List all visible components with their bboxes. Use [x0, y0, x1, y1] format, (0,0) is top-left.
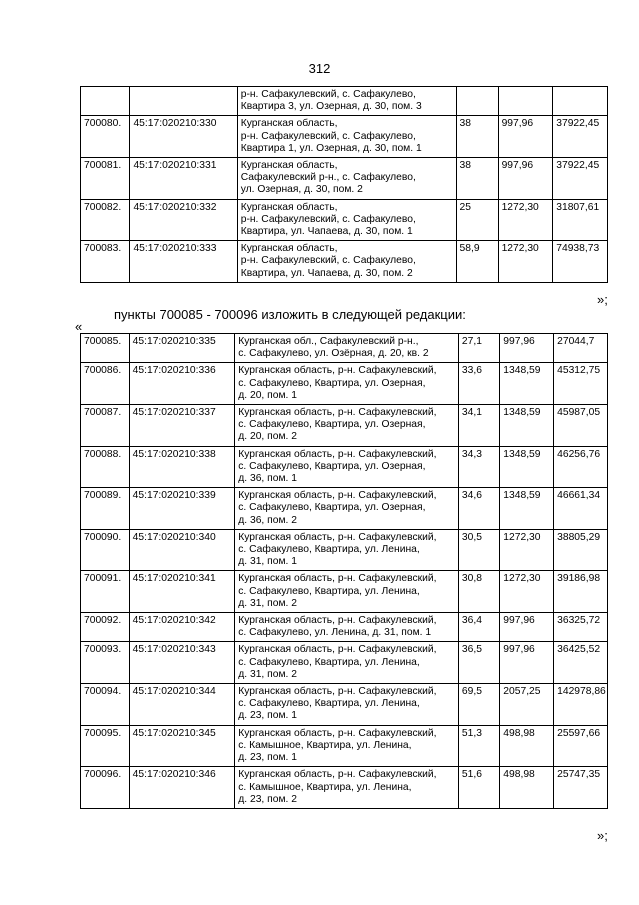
table-row: [81, 642, 608, 684]
rate-cell: 997,96: [498, 158, 553, 200]
address-cell: [235, 725, 459, 767]
area-cell: 51,6: [458, 767, 499, 809]
address-line: р-н. Сафакулевский, с. Сафакулево,: [240, 130, 416, 142]
address-line: с. Камышное, Квартира, ул. Ленина,: [238, 781, 412, 793]
closing-quote: »;: [597, 292, 608, 307]
area-cell: 51,3: [458, 725, 499, 767]
cadastral-value-cell: 31807,61: [553, 199, 608, 241]
row-number-cell: 700090.: [81, 529, 130, 571]
address-line: д. 20, пом. 1: [238, 389, 297, 401]
cadastral-value-cell: [553, 87, 608, 116]
cadastral-value-cell: 37922,45: [553, 158, 608, 200]
address-line: Курганская область,: [240, 243, 338, 255]
address-cell: [235, 571, 459, 613]
amendment-text: пункты 700085 - 700096 изложить в следующей редакции:: [114, 307, 466, 322]
row-number-cell: 700089.: [81, 488, 130, 530]
rate-cell: 1272,30: [500, 571, 554, 613]
cadastral-number-cell: 45:17:020210:343: [129, 642, 235, 684]
address-line: ул. Озерная, д. 30, пом. 2: [240, 184, 363, 196]
table-row: [81, 571, 608, 613]
address-line: Сафакулевский р-н., с. Сафакулево,: [240, 172, 416, 184]
row-number-cell: 700091.: [81, 571, 130, 613]
address-line: Курганская область, р-н. Сафакулевский,: [238, 448, 437, 460]
cadastral-value-cell: 36325,72: [554, 613, 608, 642]
row-number-cell: 700093.: [81, 642, 130, 684]
row-number-cell: 700094.: [81, 684, 130, 726]
rate-cell: [498, 87, 553, 116]
address-cell: [235, 334, 459, 363]
cadastral-number-cell: 45:17:020210:339: [129, 488, 235, 530]
address-cell: [235, 405, 459, 447]
address-line: Курганская область, р-н. Сафакулевский,: [238, 365, 437, 377]
address-line: д. 23, пом. 1: [238, 710, 297, 722]
address-line: Квартира, ул. Чапаева, д. 30, пом. 1: [240, 226, 413, 238]
cadastral-value-cell: 27044,7: [554, 334, 608, 363]
rate-cell: 997,96: [500, 613, 554, 642]
address-cell: [237, 87, 456, 116]
address-line: д. 36, пом. 2: [238, 514, 297, 526]
rate-cell: 498,98: [500, 725, 554, 767]
cadastral-value-cell: 46661,34: [554, 488, 608, 530]
table-row: [81, 725, 608, 767]
address-line: с. Камышное, Квартира, ул. Ленина,: [238, 739, 412, 751]
cadastral-number-cell: 45:17:020210:330: [130, 116, 237, 158]
address-line: Курганская область,: [240, 160, 338, 172]
address-line: Курганская область,: [240, 118, 338, 130]
rate-cell: 1348,59: [500, 405, 554, 447]
area-cell: 33,6: [458, 363, 499, 405]
cadastral-number-cell: 45:17:020210:346: [129, 767, 235, 809]
address-cell: [235, 613, 459, 642]
cadastral-table-continued: [80, 86, 608, 283]
address-line: Курганская область, р-н. Сафакулевский,: [238, 407, 437, 419]
cadastral-value-cell: 142978,86: [554, 684, 608, 726]
row-number-cell: 700092.: [81, 613, 130, 642]
cadastral-value-cell: 46256,76: [554, 446, 608, 488]
address-line: р-н. Сафакулевский, с. Сафакулево,: [240, 213, 416, 225]
address-cell: [235, 767, 459, 809]
area-cell: 34,6: [458, 488, 499, 530]
rate-cell: 2057,25: [500, 684, 554, 726]
rate-cell: 997,96: [498, 116, 553, 158]
area-cell: 38: [456, 158, 498, 200]
row-number-cell: 700080.: [81, 116, 130, 158]
address-cell: [235, 446, 459, 488]
cadastral-table-amended: [80, 333, 608, 809]
table-row: [81, 87, 608, 116]
address-line: д. 31, пом. 1: [238, 556, 297, 568]
area-cell: 34,3: [458, 446, 499, 488]
cadastral-number-cell: 45:17:020210:345: [129, 725, 235, 767]
cadastral-number-cell: 45:17:020210:344: [129, 684, 235, 726]
rate-cell: 997,96: [500, 334, 554, 363]
address-line: Курганская область, р-н. Сафакулевский,: [238, 644, 437, 656]
area-cell: 27,1: [458, 334, 499, 363]
address-cell: [237, 199, 456, 241]
area-cell: 58,9: [456, 241, 498, 283]
cadastral-number-cell: 45:17:020210:332: [130, 199, 237, 241]
address-line: с. Сафакулево, Квартира, ул. Ленина,: [238, 585, 420, 597]
address-line: Курганская область,: [240, 201, 338, 213]
address-line: Курганская область, р-н. Сафакулевский,: [238, 686, 437, 698]
address-cell: [237, 158, 456, 200]
address-cell: [235, 529, 459, 571]
cadastral-table-amended-body: [81, 334, 608, 809]
table-row: [81, 116, 608, 158]
row-number-cell: 700096.: [81, 767, 130, 809]
address-line: Курганская обл., Сафакулевский р-н.,: [238, 336, 419, 347]
cadastral-number-cell: 45:17:020210:342: [129, 613, 235, 642]
rate-cell: 1348,59: [500, 488, 554, 530]
row-number-cell: 700083.: [81, 241, 130, 283]
rate-cell: 1272,30: [498, 199, 553, 241]
table-row: [81, 241, 608, 283]
table-row: [81, 334, 608, 363]
cadastral-number-cell: 45:17:020210:331: [130, 158, 237, 200]
cadastral-number-cell: 45:17:020210:338: [129, 446, 235, 488]
address-line: с. Сафакулево, Квартира, ул. Ленина,: [238, 544, 420, 556]
row-number-cell: 700095.: [81, 725, 130, 767]
closing-quote: »;: [597, 828, 608, 843]
cadastral-value-cell: 36425,52: [554, 642, 608, 684]
address-line: Курганская область, р-н. Сафакулевский,: [238, 531, 437, 543]
address-line: с. Сафакулево, Квартира, ул. Озерная,: [238, 502, 426, 514]
area-cell: 25: [456, 199, 498, 241]
cadastral-number-cell: 45:17:020210:341: [129, 571, 235, 613]
cadastral-value-cell: 38805,29: [554, 529, 608, 571]
area-cell: 69,5: [458, 684, 499, 726]
cadastral-value-cell: 45987,05: [554, 405, 608, 447]
address-cell: [237, 116, 456, 158]
address-line: Курганская область, р-н. Сафакулевский,: [238, 727, 437, 739]
cadastral-value-cell: 39186,98: [554, 571, 608, 613]
cadastral-value-cell: 74938,73: [553, 241, 608, 283]
address-line: Квартира 1, ул. Озерная, д. 30, пом. 1: [240, 142, 422, 154]
address-line: Курганская область, р-н. Сафакулевский,: [238, 573, 437, 585]
address-line: д. 31, пом. 2: [238, 597, 297, 609]
table-row: [81, 684, 608, 726]
rate-cell: 1348,59: [500, 363, 554, 405]
row-number-cell: 700081.: [81, 158, 130, 200]
address-line: д. 23, пом. 2: [238, 793, 297, 805]
rate-cell: 1272,30: [498, 241, 553, 283]
address-line: Курганская область, р-н. Сафакулевский,: [238, 490, 437, 502]
cadastral-value-cell: 25597,66: [554, 725, 608, 767]
cadastral-number-cell: 45:17:020210:335: [129, 334, 235, 363]
cadastral-number-cell: 45:17:020210:340: [129, 529, 235, 571]
address-line: д. 23, пом. 1: [238, 752, 297, 764]
rate-cell: 498,98: [500, 767, 554, 809]
area-cell: 38: [456, 116, 498, 158]
address-cell: [235, 488, 459, 530]
table-row: [81, 158, 608, 200]
table-row: [81, 446, 608, 488]
rate-cell: 1348,59: [500, 446, 554, 488]
cadastral-number-cell: 45:17:020210:337: [129, 405, 235, 447]
row-number-cell: 700086.: [81, 363, 130, 405]
address-line: с. Сафакулево, Квартира, ул. Озерная,: [238, 419, 426, 431]
area-cell: 30,5: [458, 529, 499, 571]
address-line: Курганская область, р-н. Сафакулевский,: [238, 615, 437, 627]
area-cell: 30,8: [458, 571, 499, 613]
address-cell: [237, 241, 456, 283]
cadastral-number-cell: [130, 87, 237, 116]
address-line: с. Сафакулево, ул. Озёрная, д. 20, кв. 2: [238, 348, 429, 360]
cadastral-number-cell: 45:17:020210:336: [129, 363, 235, 405]
address-line: с. Сафакулево, Квартира, ул. Ленина,: [238, 698, 420, 710]
row-number-cell: 700082.: [81, 199, 130, 241]
address-line: Квартира, ул. Чапаева, д. 30, пом. 2: [240, 267, 413, 279]
cadastral-value-cell: 37922,45: [553, 116, 608, 158]
area-cell: 34,1: [458, 405, 499, 447]
rate-cell: 1272,30: [500, 529, 554, 571]
table-row: [81, 199, 608, 241]
row-number-cell: [81, 87, 130, 116]
cadastral-table-continued-body: [81, 87, 608, 283]
table-row: [81, 529, 608, 571]
row-number-cell: 700085.: [81, 334, 130, 363]
address-line: д. 20, пом. 2: [238, 431, 297, 443]
page-number: 312: [308, 61, 331, 76]
address-line: с. Сафакулево, Квартира, ул. Озерная,: [238, 460, 426, 472]
table-row: [81, 488, 608, 530]
table-row: [81, 405, 608, 447]
cadastral-value-cell: 25747,35: [554, 767, 608, 809]
address-line: д. 31, пом. 2: [238, 668, 297, 680]
area-cell: 36,5: [458, 642, 499, 684]
address-line: с. Сафакулево, Квартира, ул. Озерная,: [238, 377, 426, 389]
address-cell: [235, 363, 459, 405]
address-line: с. Сафакулево, ул. Ленина, д. 31, пом. 1: [238, 627, 432, 639]
area-cell: 36,4: [458, 613, 499, 642]
area-cell: [456, 87, 498, 116]
table-row: [81, 613, 608, 642]
table-row: [81, 767, 608, 809]
table-row: [81, 363, 608, 405]
address-cell: [235, 642, 459, 684]
address-line: с. Сафакулево, Квартира, ул. Ленина,: [238, 656, 420, 668]
rate-cell: 997,96: [500, 642, 554, 684]
address-line: р-н. Сафакулевский, с. Сафакулево,: [240, 89, 416, 100]
row-number-cell: 700087.: [81, 405, 130, 447]
opening-quote: «: [75, 319, 83, 334]
address-line: р-н. Сафакулевский, с. Сафакулево,: [240, 255, 416, 267]
address-line: Квартира 3, ул. Озерная, д. 30, пом. 3: [240, 101, 422, 113]
row-number-cell: 700088.: [81, 446, 130, 488]
address-line: Курганская область, р-н. Сафакулевский,: [238, 769, 437, 781]
address-line: д. 36, пом. 1: [238, 473, 297, 485]
address-cell: [235, 684, 459, 726]
cadastral-value-cell: 45312,75: [554, 363, 608, 405]
cadastral-number-cell: 45:17:020210:333: [130, 241, 237, 283]
